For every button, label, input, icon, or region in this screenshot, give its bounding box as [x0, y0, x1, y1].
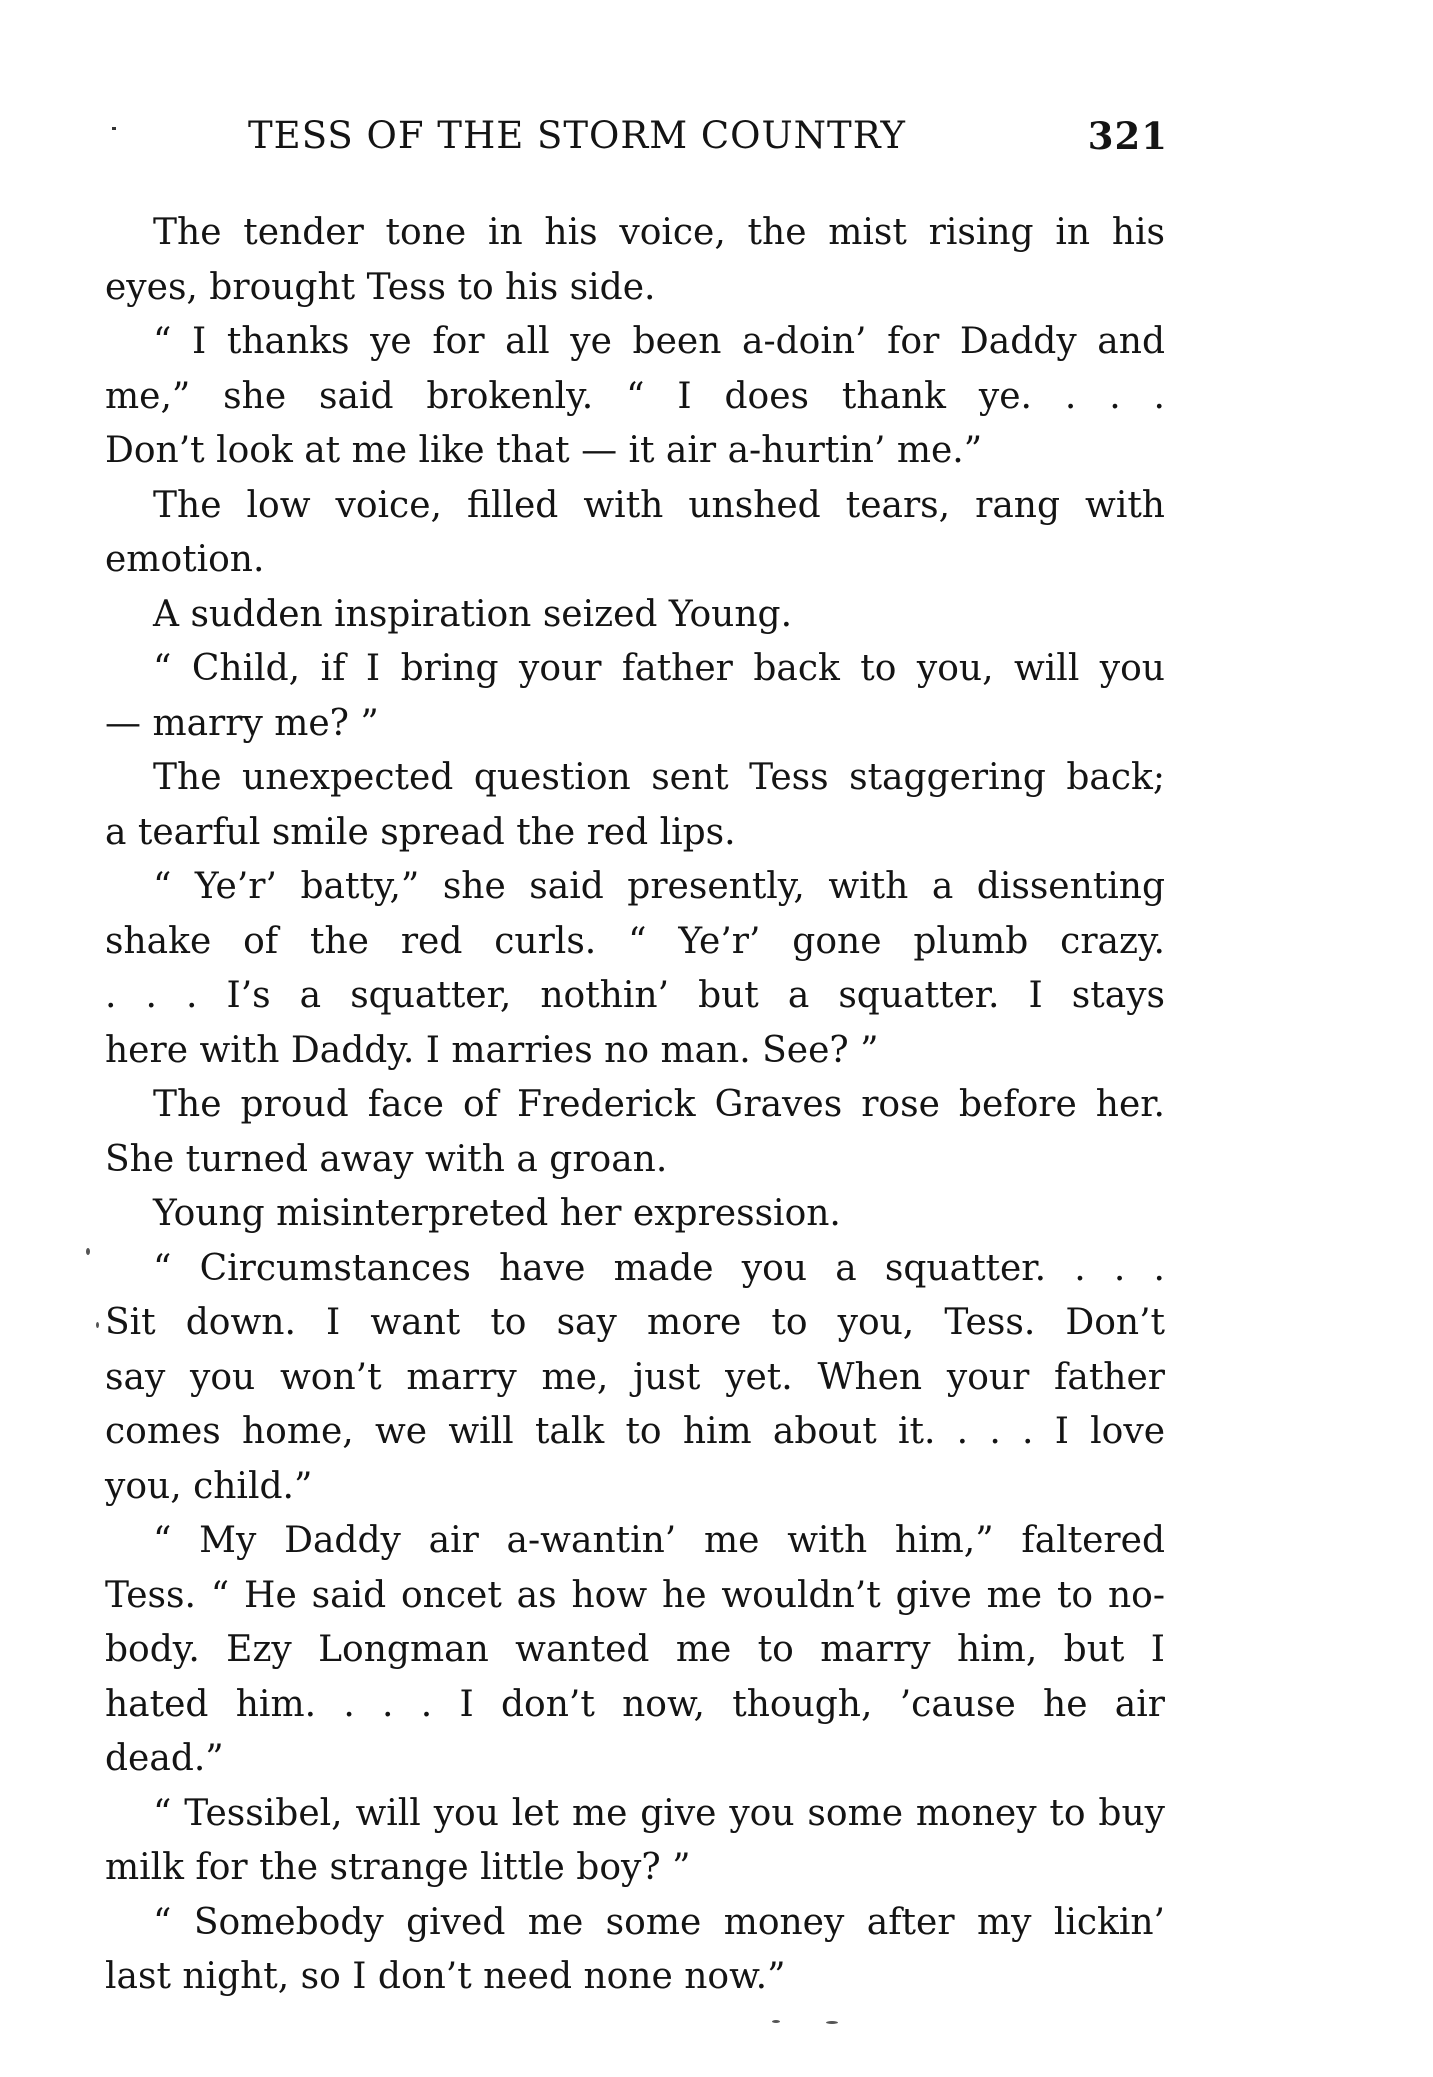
text-line: body. Ezy Longman wanted me to marry him, but I — [105, 1629, 1165, 1670]
ink-speck — [86, 1248, 90, 1255]
page-number: 321 — [1087, 114, 1168, 158]
text-line: “ Child, if I bring your father back to you, will you — [153, 648, 1165, 689]
text-line: Don’t look at me like that — it air a-hurtin’ me.” — [105, 430, 983, 471]
text-line: She turned away with a groan. — [105, 1138, 668, 1180]
text-line: — marry me? ” — [105, 702, 379, 744]
text-line: The tender tone in his voice, the mist rising in his — [153, 212, 1165, 253]
text-line: Sit down. I want to say more to you, Tess. Don’t — [105, 1302, 1165, 1343]
text-line: The unexpected question sent Tess staggering back; — [153, 757, 1165, 798]
text-line: emotion. — [105, 539, 265, 580]
running-title: TESS OF THE STORM COUNTRY — [248, 114, 906, 157]
text-line: here with Daddy. I marries no man. See? ” — [105, 1029, 879, 1071]
text-line: “ Somebody gived me some money after my lickin’ — [153, 1901, 1165, 1943]
body-text — [105, 206, 1165, 2005]
text-line: say you won’t marry me, just yet. When your father — [105, 1356, 1165, 1398]
header-ink-mark — [112, 127, 116, 130]
ink-speck — [826, 2021, 838, 2024]
text-line: hated him. . . . I don’t now, though, ’cause he air — [105, 1683, 1165, 1725]
text-line: “ I thanks ye for all ye been a-doin’ for Daddy and — [153, 321, 1165, 362]
page-header — [248, 112, 1168, 160]
text-line: eyes, brought Tess to his side. — [105, 266, 656, 308]
text-line: you, child.” — [105, 1465, 313, 1507]
text-line: The proud face of Frederick Graves rose before her. — [153, 1084, 1165, 1125]
text-line: shake of the red curls. “ Ye’r’ gone plumb crazy. — [105, 920, 1165, 962]
ink-speck — [96, 1322, 99, 1328]
text-line: “ Tessibel, will you let me give you some money to buy — [153, 1792, 1165, 1834]
text-line: Tess. “ He said oncet as how he wouldn’t give me to no- — [105, 1574, 1165, 1616]
text-line: me,” she said brokenly. “ I does thank ye. . . . — [105, 375, 1165, 417]
text-line: . . . I’s a squatter, nothin’ but a squatter. I stays — [105, 975, 1165, 1016]
text-line: milk for the strange little boy? ” — [105, 1847, 691, 1888]
text-line: dead.” — [105, 1738, 224, 1779]
text-line: last night, so I don’t need none now.” — [105, 1956, 786, 1997]
text-line: “ Circumstances have made you a squatter. . . . — [153, 1247, 1165, 1289]
text-line: “ My Daddy air a-wantin’ me with him,” faltered — [153, 1520, 1165, 1561]
text-line: a tearful smile spread the red lips. — [105, 811, 736, 853]
text-line: A sudden inspiration seized Young. — [153, 593, 793, 635]
text-line: Young misinterpreted her expression. — [153, 1193, 841, 1234]
text-line: “ Ye’r’ batty,” she said presently, with a dissenting — [153, 866, 1165, 907]
text-line: The low voice, filled with unshed tears, rang with — [153, 484, 1165, 526]
ink-speck — [772, 2020, 780, 2023]
text-line: comes home, we will talk to him about it. . . . I love — [105, 1411, 1165, 1452]
